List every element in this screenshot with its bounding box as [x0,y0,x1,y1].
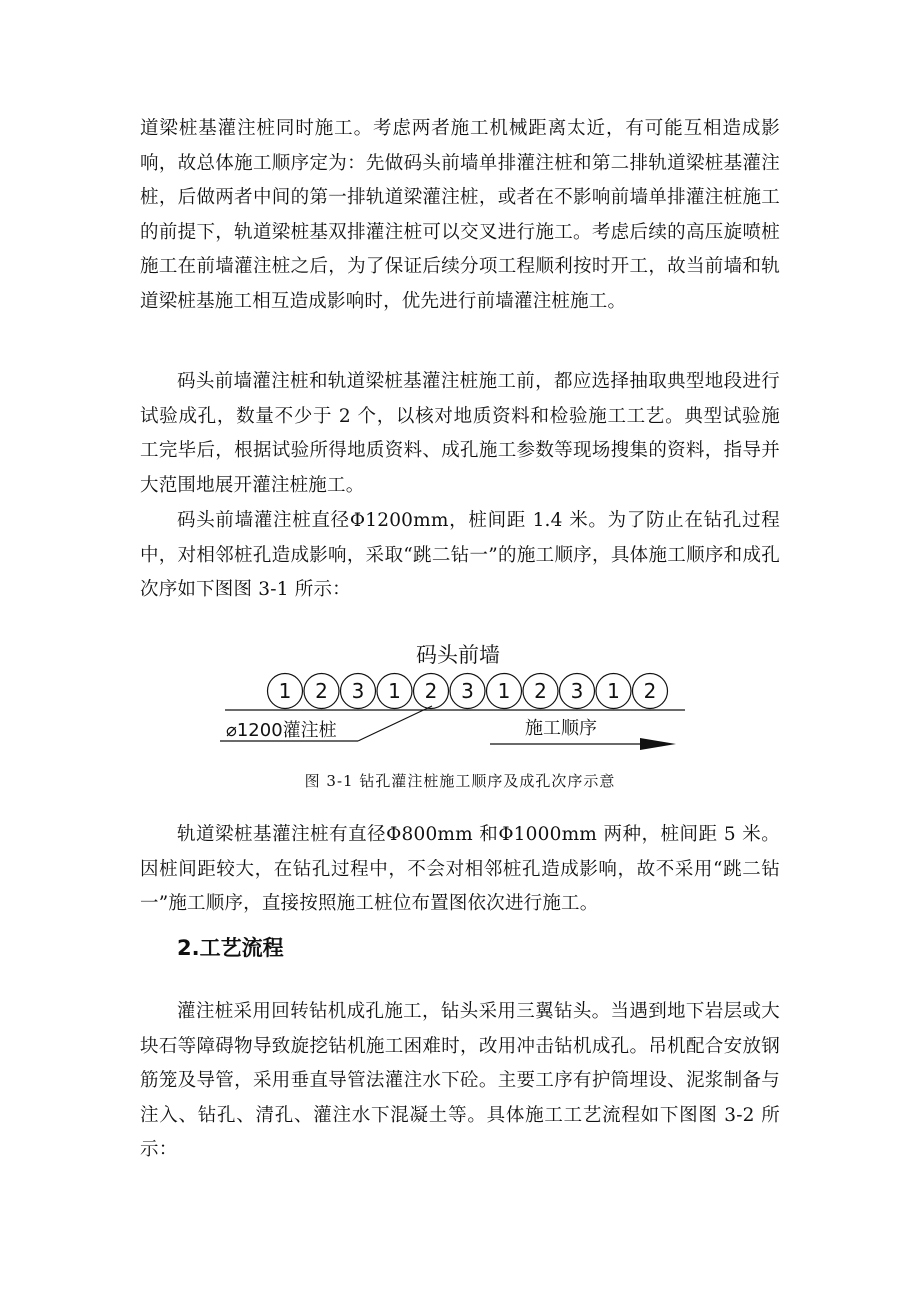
figure-caption: 图 3-1 钻孔灌注桩施工顺序及成孔次序示意 [304,772,616,790]
pile-order-number: 1 [607,679,620,703]
pile-order-number: 1 [388,679,401,703]
pile-order-number: 3 [461,679,474,703]
pile-order-number: 1 [497,679,511,703]
pile-sequence-diagram [220,636,690,756]
diagram-title: 码头前墙 [416,643,500,667]
paragraph-1: 道梁桩基灌注桩同时施工。考虑两者施工机械距离太近，有可能互相造成影响，故总体施工顺序定为：先做码头前墙单排灌注桩和第二排轨道梁桩基灌注桩，后做两者中间的第一排轨道梁灌注桩，或者在不影响前墙单排灌注桩施工的前提下，轨道梁桩基双排灌注桩可以交叉进行施工。考虑后续的高压旋喷桩施工在前墙灌注桩之后，为了保证后续分项工程顺利按时开工，故当前墙和轨道梁桩基施工相互造成影响时，优先进行前墙灌注桩施工。 [140,118,780,312]
pile-order-number: 2 [643,679,657,703]
pile-order-number: 2 [424,679,438,703]
pile-order-number: 2 [534,679,547,703]
paragraph-3: 码头前墙灌注桩直径Φ1200mm，桩间距 1.4 米。为了防止在钻孔过程中，对相邻桩孔造成影响，采取“跳二钻一”的施工顺序，具体施工顺序和成孔次序如下图图 3-1 所示： [140,510,780,601]
pile-order-number: 3 [351,679,365,703]
pile-order-number: 2 [315,679,328,703]
leader-line [358,706,432,741]
section-heading: 2.工艺流程 [177,936,284,960]
paragraph-2: 码头前墙灌注桩和轨道梁桩基灌注桩施工前，都应选择抽取典型地段进行试验成孔，数量不少于 2 个，以核对地质资料和检验施工工艺。典型试验施工完毕后，根据试验所得地质资料、成孔施工参数等现场搜集的资料，指导并大范围地展开灌注桩施工。 [140,371,780,496]
direction-arrow-head [640,738,676,750]
pile-order-number: 1 [278,679,292,703]
paragraph-4: 轨道梁桩基灌注桩有直径Φ800mm 和Φ1000mm 两种，桩间距 5 米。因桩间距较大，在钻孔过程中，不会对相邻桩孔造成影响，故不采用“跳二钻一”施工顺序，直接按照施工桩位布置图依次进行施工。 [140,824,780,915]
pile-row [268,674,668,709]
pile-label: ⌀1200灌注桩 [226,720,337,741]
direction-label: 施工顺序 [525,718,597,739]
pile-order-number: 3 [570,679,584,703]
paragraph-5: 灌注桩采用回转钻机成孔施工，钻头采用三翼钻头。当遇到地下岩层或大块石等障碍物导致旋挖钻机施工困难时，改用冲击钻机成孔。吊机配合安放钢筋笼及导管，采用垂直导管法灌注水下砼。主要工序有护筒埋设、泥浆制备与注入、钻孔、清孔、灌注水下混凝土等。具体施工工艺流程如下图图 3-2 所示： [140,1001,780,1161]
